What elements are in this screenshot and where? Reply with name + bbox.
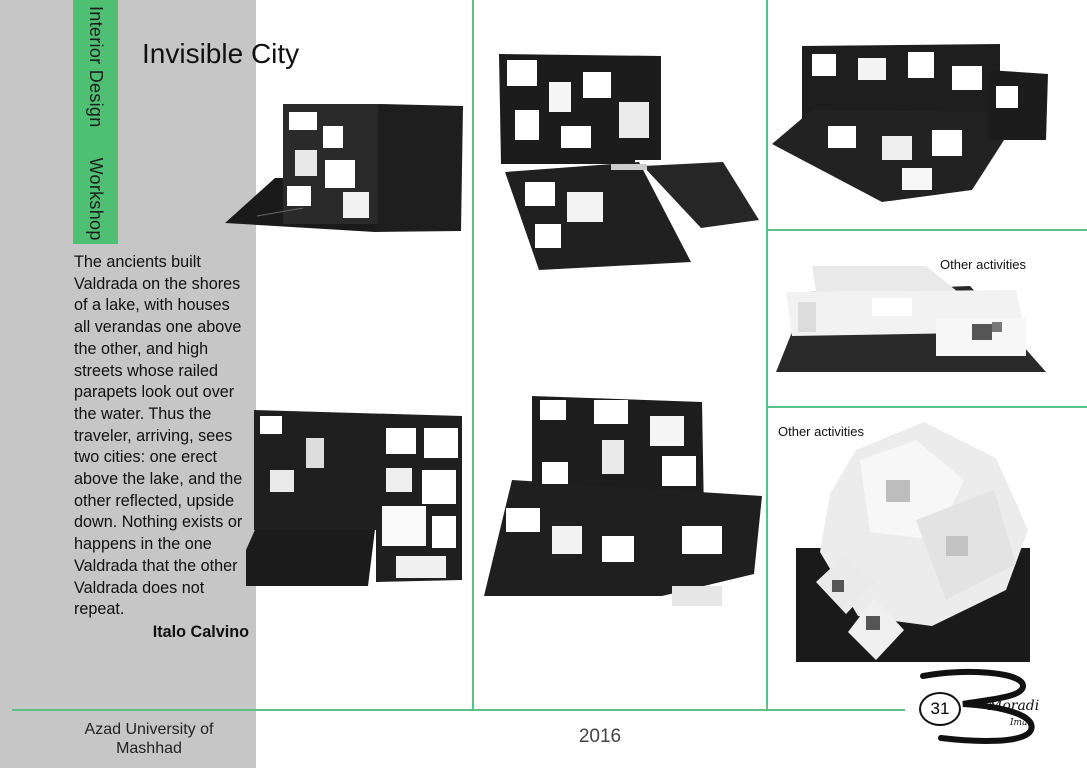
vertical-tab-text [85, 6, 106, 241]
caption-other-activities-1: Other activities [940, 257, 1026, 272]
model-photo-2 [246, 410, 464, 586]
model-photo-3 [495, 52, 761, 272]
university-line1: Azad University of [84, 721, 214, 738]
model-photo-4 [482, 396, 762, 608]
model-photo-1 [225, 98, 467, 234]
quote-block [74, 252, 249, 644]
university-label [64, 720, 234, 758]
model-photo-6 [776, 262, 1048, 374]
model-photo-7 [796, 420, 1032, 664]
tab-title: Interior Design [86, 6, 106, 128]
model-photo-5 [772, 40, 1050, 206]
page-title: Invisible City [142, 38, 300, 69]
page-number: 31 [919, 692, 961, 726]
tab-subtitle: Workshop [86, 157, 106, 241]
footer-divider [12, 709, 905, 711]
divider-horizontal-2 [766, 406, 1087, 408]
signature-subname: Iman [1010, 718, 1034, 728]
divider-vertical-1 [472, 0, 474, 709]
quote-text: The ancients built Valdrada on the shores of a lake, with houses all verandas one above the other, and high streets whose railed parapets look out over the water. Thus the traveler, arriving, sees two cities: one erect above the lake, and the other reflected, upside down. Nothing exists or happens in the one Valdrada that the other Valdrada does not repeat. [74, 253, 243, 619]
divider-vertical-2 [766, 0, 768, 709]
caption-other-activities-2: Other activities [778, 424, 864, 439]
quote-author: Italo Calvino [152, 622, 249, 641]
signature-name: Moradi [988, 698, 1040, 714]
divider-horizontal-1 [766, 229, 1087, 231]
university-line2: Mashhad [116, 740, 182, 757]
vertical-tab [73, 0, 118, 244]
year-label: 2016 [578, 726, 622, 747]
